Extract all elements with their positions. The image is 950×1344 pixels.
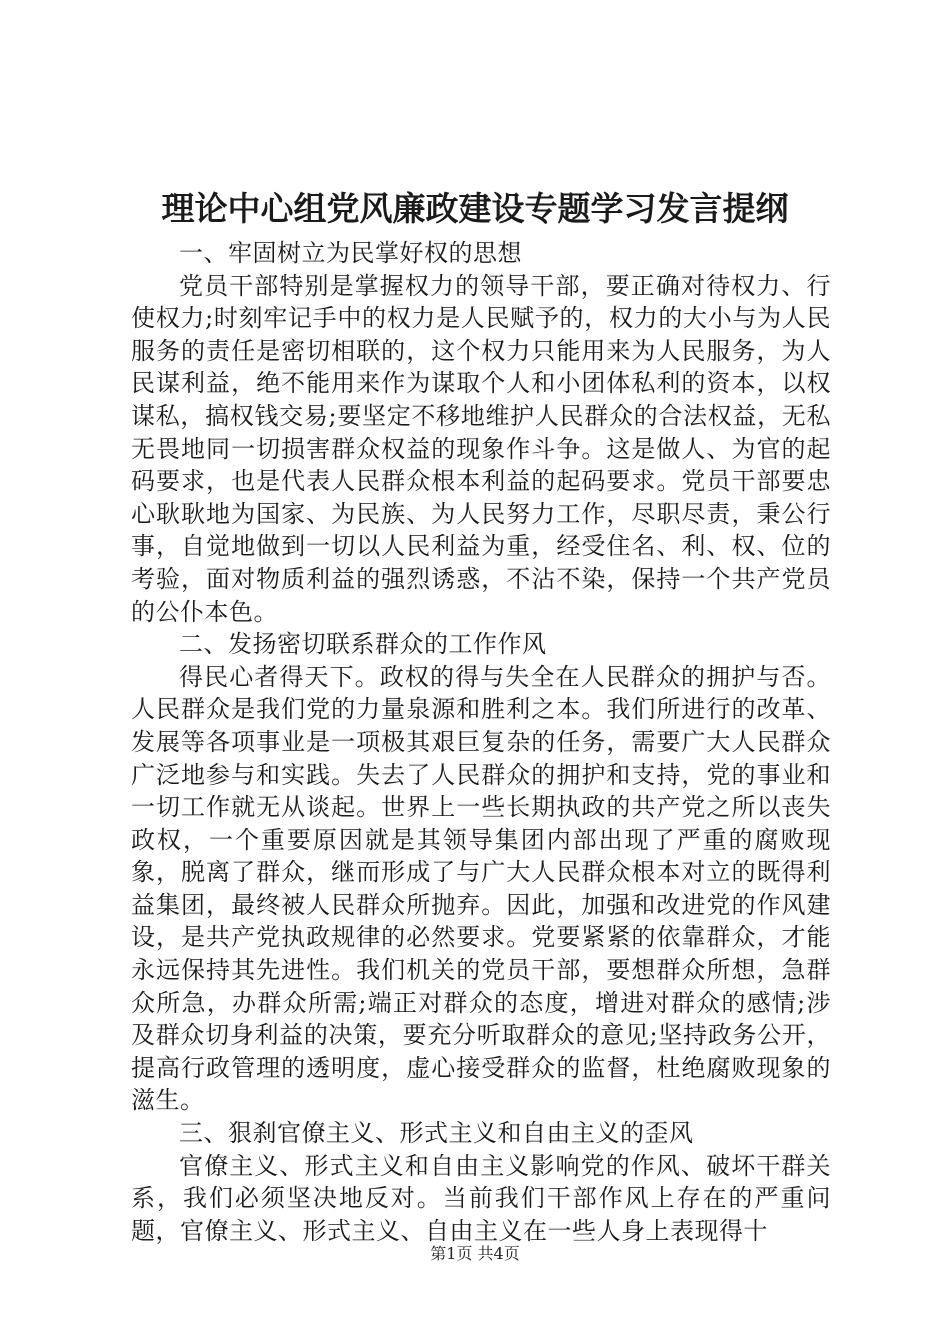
section-paragraph-3: 官僚主义、形式主义和自由主义影响党的作风、破坏干群关系，我们必须坚决地反对。当前我们干部作风上存在的严重问题，官僚主义、形式主义、自由主义在一些人身上表现得十 bbox=[131, 1151, 831, 1245]
section-heading-2: 二、发扬密切联系群众的工作作风 bbox=[179, 630, 547, 659]
section-heading-1: 一、牢固树立为民掌好权的思想 bbox=[179, 239, 522, 267]
page-number-footer: 第1页 共4页 bbox=[430, 1244, 520, 1263]
section-heading-3: 三、狠刹官僚主义、形式主义和自由主义的歪风 bbox=[179, 1119, 694, 1148]
section-paragraph-1: 党员干部特别是掌握权力的领导干部，要正确对待权力、行使权力;时刻牢记手中的权力是人民赋予的，权力的大小与为人民服务的责任是密切相联的，这个权力只能用来为人民服务，为人民谋利益，绝不能用来作为谋取个人和小团体私利的资本，以权谋私，搞权钱交易;要坚定不移地维护人民群众的合法权益，无私无畏地同一切损害群众权益的现象作斗争。这是做人、为官的起码要求，也是代表人民群众根本利益的起码要求。党员干部要忠心耿耿地为国家、为民族、为人民努力工作，尽职尽责，秉公行事，自觉地做到一切以人民利益为重，经受住名、利、权、位的考验，面对物质利益的强烈诱惑，不沾不染，保持一个共产党员的公仆本色。 bbox=[131, 271, 831, 626]
document-body bbox=[131, 237, 831, 1247]
section-paragraph-2: 得民心者得天下。政权的得与失全在人民群众的拥护与否。人民群众是我们党的力量泉源和胜利之本。我们所进行的改革、发展等各项事业是一项极其艰巨复杂的任务，需要广大人民群众广泛地参与和实践。失去了人民群众的拥护和支持，党的事业和一切工作就无从谈起。世界上一些长期执政的共产党之所以丧失政权，一个重要原因就是其领导集团内部出现了严重的腐败现象，脱离了群众，继而形成了与广大人民群众根本对立的既得利益集团，最终被人民群众所抛弃。因此，加强和改进党的作风建设，是共产党执政规律的必然要求。党要紧紧的依靠群众，才能永远保持其先进性。我们机关的党员干部，要想群众所想，急群众所急，办群众所需;端正对群众的态度，增进对群众的感情;涉及群众切身利益的决策，要充分听取群众的意见;坚持政务公开，提高行政管理的透明度，虚心接受群众的监督，杜绝腐败现象的滋生。 bbox=[131, 662, 831, 1115]
page-title: 理论中心组党风廉政建设专题学习发言提纲 bbox=[161, 189, 789, 228]
